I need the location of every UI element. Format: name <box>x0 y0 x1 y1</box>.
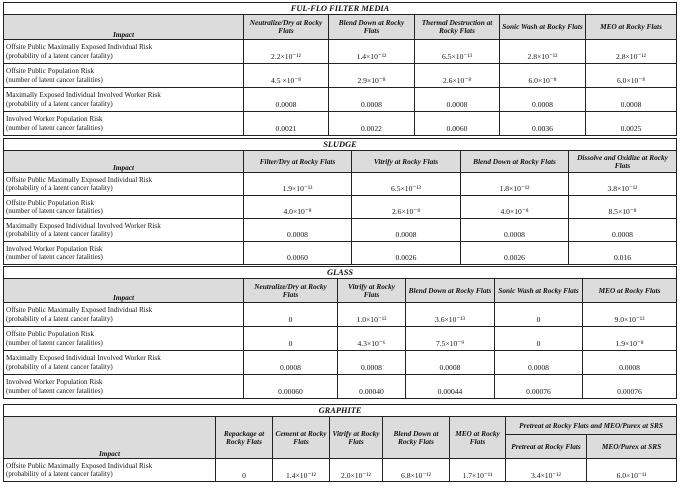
table-cell: 4.5 ×10⁻⁸ <box>244 64 329 88</box>
table-cell: 0.0021 <box>244 112 329 136</box>
table-cell: 2.0×10⁻¹² <box>330 459 383 482</box>
table-cell: 1.8×10⁻¹² <box>461 173 569 196</box>
table-cell: 2.2×10⁻¹² <box>244 40 329 64</box>
row-label: Maximally Exposed Individual Involved Worker Risk (probability of a latent cancer fatality) <box>4 351 244 375</box>
row-label: Maximally Exposed Individual Involved Worker Risk (probability of a latent cancer fatality) <box>4 219 244 242</box>
table-cell: 7.5×10⁻⁹ <box>406 327 495 351</box>
table-cell: 6.0×10⁻⁸ <box>500 64 586 88</box>
table-cell: 2.9×10⁻⁸ <box>329 64 415 88</box>
sludge-col-header: Dissolve and Oxidize at Rocky Flats <box>569 151 677 173</box>
fulflo-col-header: Thermal Destruction at Rocky Flats <box>415 15 500 40</box>
graphite-col-header: Cement at Rocky Flats <box>273 417 330 459</box>
table-cell: 0.0022 <box>329 112 415 136</box>
graphite-section <box>3 404 676 482</box>
glass-section <box>3 266 676 399</box>
graphite-impact-header: Impact <box>4 417 216 459</box>
table-cell: 0.0008 <box>583 351 677 375</box>
table-cell: 0.00076 <box>583 375 677 399</box>
table-cell: 1.4×10⁻¹² <box>329 40 415 64</box>
glass-impact-header: Impact <box>4 279 244 303</box>
fulflo-title: FUL-FLO FILTER MEDIA <box>4 3 677 15</box>
fulflo-table <box>3 2 677 136</box>
glass-title: GLASS <box>4 267 677 279</box>
table-cell: 0.0008 <box>406 351 495 375</box>
table-cell: 0 <box>495 327 583 351</box>
table-cell: 0.0008 <box>569 219 677 242</box>
table-row <box>4 327 677 351</box>
table-cell: 6.0×10⁻⁸ <box>586 64 677 88</box>
table-row <box>4 242 677 265</box>
sludge-col-header: Filter/Dry at Rocky Flats <box>244 151 352 173</box>
row-label: Offsite Public Maximally Exposed Individual Risk (probability of a latent cancer fatality) <box>4 303 244 327</box>
table-cell: 4.0×10⁻⁸ <box>244 196 352 219</box>
graphite-group-header: Pretreat at Rocky Flats and MEO/Purex at SRS <box>506 417 677 435</box>
row-label: Involved Worker Population Risk (number of latent cancer fatalities) <box>4 112 244 136</box>
table-cell: 2.8×10⁻¹² <box>500 40 586 64</box>
table-cell: 0.0026 <box>352 242 461 265</box>
graphite-col-header: Vitrify at Rocky Flats <box>330 417 383 459</box>
table-row <box>4 303 677 327</box>
glass-col-header: Blend Down at Rocky Flats <box>406 279 495 303</box>
table-cell: 9.0×10⁻¹³ <box>583 303 677 327</box>
table-cell: 1.0×10⁻¹³ <box>338 303 406 327</box>
table-row <box>4 459 677 482</box>
row-label: Offsite Public Maximally Exposed Individual Risk (probability of a latent cancer fatality) <box>4 173 244 196</box>
table-row <box>4 196 677 219</box>
row-label: Involved Worker Population Risk (number of latent cancer fatalities) <box>4 375 244 399</box>
table-row <box>4 173 677 196</box>
fulflo-col-header: Sonic Wash at Rocky Flats <box>500 15 586 40</box>
table-cell: 0.0008 <box>586 88 677 112</box>
table-row <box>4 88 677 112</box>
table-cell: 0.0008 <box>495 351 583 375</box>
table-cell: 3.4×10⁻¹² <box>506 459 587 482</box>
row-label: Offsite Public Maximally Exposed Individual Risk (probability of a latent cancer fatality) <box>4 40 244 64</box>
fulflo-impact-header: Impact <box>4 15 244 40</box>
table-cell: 6.8×10⁻¹² <box>383 459 450 482</box>
table-cell: 0.00060 <box>244 375 338 399</box>
table-cell: 0.0008 <box>415 88 500 112</box>
fulflo-col-header: MEO at Rocky Flats <box>586 15 677 40</box>
graphite-col-header: Blend Down at Rocky Flats <box>383 417 450 459</box>
table-cell: 3.6×10⁻¹³ <box>406 303 495 327</box>
table-row <box>4 351 677 375</box>
table-cell: 0.016 <box>569 242 677 265</box>
table-cell: 0 <box>216 459 273 482</box>
fulflo-col-header: Neutralize/Dry at Rocky Flats <box>244 15 329 40</box>
table-cell: 0.0008 <box>244 351 338 375</box>
graphite-table <box>3 404 677 482</box>
glass-col-header: MEO at Rocky Flats <box>583 279 677 303</box>
table-cell: 2.8×10⁻¹² <box>586 40 677 64</box>
table-cell: 0.0008 <box>461 219 569 242</box>
sludge-table <box>3 138 677 265</box>
graphite-col-header: Repackage at Rocky Flats <box>216 417 273 459</box>
glass-table <box>3 266 677 399</box>
table-row <box>4 112 677 136</box>
table-row <box>4 219 677 242</box>
table-cell: 2.6×10⁻⁸ <box>415 64 500 88</box>
table-cell: 0.00076 <box>495 375 583 399</box>
table-cell: 0.00040 <box>338 375 406 399</box>
sludge-title: SLUDGE <box>4 139 677 151</box>
table-cell: 0.0025 <box>586 112 677 136</box>
sludge-col-header: Vitrify at Rocky Flats <box>352 151 461 173</box>
table-cell: 1.9×10⁻⁸ <box>583 327 677 351</box>
table-row <box>4 40 677 64</box>
table-cell: 0 <box>495 303 583 327</box>
graphite-subcol-header: MEO/Purex at SRS <box>587 435 677 459</box>
glass-col-header: Sonic Wash at Rocky Flats <box>495 279 583 303</box>
table-cell: 1.7×10⁻¹¹ <box>450 459 506 482</box>
table-cell: 0.0036 <box>500 112 586 136</box>
table-cell: 0.0008 <box>352 219 461 242</box>
table-cell: 4.0×10⁻⁸ <box>461 196 569 219</box>
row-label: Involved Worker Population Risk (number of latent cancer fatalities) <box>4 242 244 265</box>
table-cell: 0 <box>244 303 338 327</box>
table-cell: 3.8×10⁻¹² <box>569 173 677 196</box>
table-cell: 8.5×10⁻⁸ <box>569 196 677 219</box>
sludge-col-header: Blend Down at Rocky Flats <box>461 151 569 173</box>
fulflo-col-header: Blend Down at Rocky Flats <box>329 15 415 40</box>
graphite-title: GRAPHITE <box>4 405 677 417</box>
table-cell: 2.6×10⁻⁸ <box>352 196 461 219</box>
fulflo-section <box>3 2 676 136</box>
glass-col-header: Vitrify at Rocky Flats <box>338 279 406 303</box>
row-label: Maximally Exposed Individual Involved Worker Risk (probability of a latent cancer fatality) <box>4 88 244 112</box>
table-cell: 0.0008 <box>244 88 329 112</box>
table-cell: 6.5×10⁻¹³ <box>415 40 500 64</box>
graphite-subcol-header: Pretreat at Rocky Flats <box>506 435 587 459</box>
sludge-impact-header: Impact <box>4 151 244 173</box>
table-cell: 0.0008 <box>244 219 352 242</box>
table-cell: 0.0008 <box>338 351 406 375</box>
table-cell: 6.5×10⁻¹³ <box>352 173 461 196</box>
table-cell: 0.0060 <box>415 112 500 136</box>
table-cell: 0.0026 <box>461 242 569 265</box>
table-cell: 4.3×10⁻⁶ <box>338 327 406 351</box>
glass-col-header: Neutralize/Dry at Rocky Flats <box>244 279 338 303</box>
table-cell: 1.9×10⁻¹² <box>244 173 352 196</box>
row-label: Offsite Public Maximally Exposed Individual Risk (probability of a latent cancer fatality) <box>4 459 216 482</box>
sludge-section <box>3 138 676 265</box>
table-cell: 0.0008 <box>329 88 415 112</box>
table-row <box>4 64 677 88</box>
row-label: Offsite Public Population Risk (number of latent cancer fatalities) <box>4 196 244 219</box>
table-row <box>4 375 677 399</box>
row-label: Offsite Public Population Risk (number of latent cancer fatalities) <box>4 64 244 88</box>
table-cell: 1.4×10⁻¹² <box>273 459 330 482</box>
table-cell: 0 <box>244 327 338 351</box>
row-label: Offsite Public Population Risk (number of latent cancer fatalities) <box>4 327 244 351</box>
table-cell: 0.00044 <box>406 375 495 399</box>
table-cell: 6.0×10⁻¹¹ <box>587 459 677 482</box>
table-cell: 0.0008 <box>500 88 586 112</box>
graphite-col-header: MEO at Rocky Flats <box>450 417 506 459</box>
table-cell: 0.0060 <box>244 242 352 265</box>
